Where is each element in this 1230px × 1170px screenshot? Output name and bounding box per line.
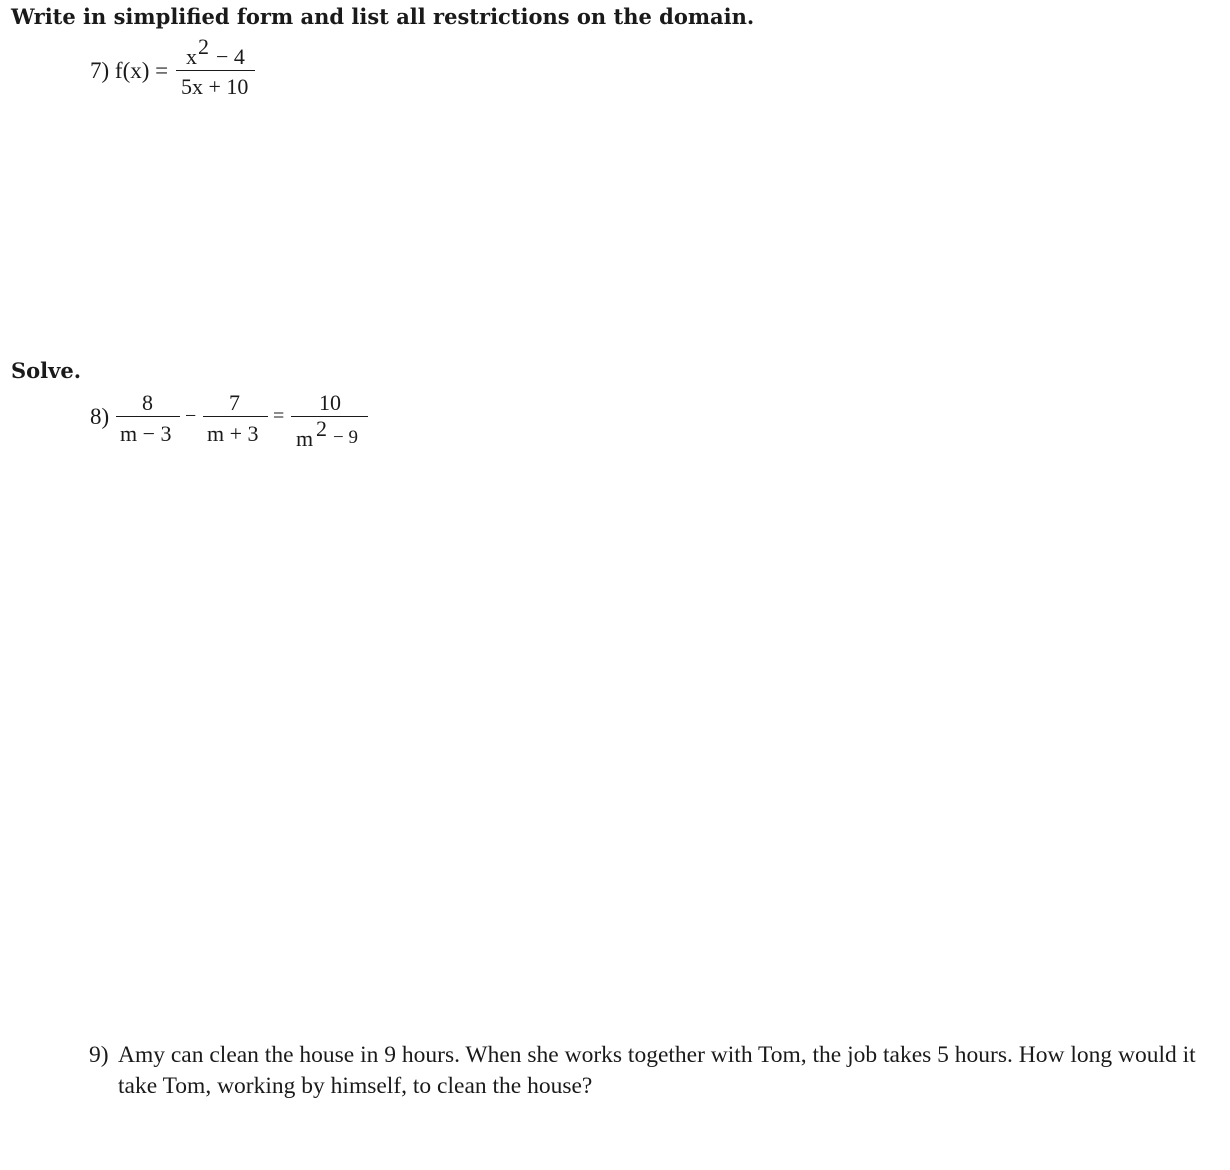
problem-7-denominator: 5x + 10 (181, 74, 249, 99)
problem-8-fraction-3-bar (291, 416, 368, 417)
problem-9-label: 9) (89, 1042, 109, 1068)
problem-8-fraction-3-denominator-rest: − 9 (333, 427, 358, 448)
problem-7-numerator-base: x (186, 44, 197, 69)
section-heading-solve: Solve. (11, 358, 82, 383)
problem-8-equals-operator: = (273, 405, 285, 427)
problem-7-label: 7) f(x) = (90, 58, 169, 83)
section-heading-simplify: Write in simplified form and list all restrictions on the domain. (11, 4, 755, 29)
problem-8-label: 8) (90, 404, 110, 429)
problem-8-fraction-2-bar (203, 416, 268, 417)
problem-9-text: Amy can clean the house in 9 hours. When she works together with Tom, the job takes 5 hours. How long would it take Tom, working by himself, to clean the house? (118, 1042, 1196, 1099)
problem-9 (89, 1040, 1199, 1102)
problem-7-numerator-exponent: 2 (198, 34, 209, 59)
problem-8-fraction-3-numerator: 10 (319, 390, 341, 415)
problem-8-fraction-3-denominator-base: m (296, 426, 314, 451)
problem-7-fraction-bar (176, 70, 255, 71)
problem-7-numerator-rest: − 4 (216, 44, 245, 69)
problem-8-fraction-2-denominator: m + 3 (207, 421, 259, 446)
problem-8-fraction-2-numerator: 7 (229, 390, 240, 415)
problem-8-minus-operator: − (185, 405, 197, 427)
problem-8-fraction-3-denominator-exponent: 2 (316, 416, 327, 441)
problem-8-fraction-1-denominator: m − 3 (120, 421, 172, 446)
problem-8-fraction-1-bar (116, 416, 180, 417)
problem-8-fraction-1-numerator: 8 (142, 390, 153, 415)
